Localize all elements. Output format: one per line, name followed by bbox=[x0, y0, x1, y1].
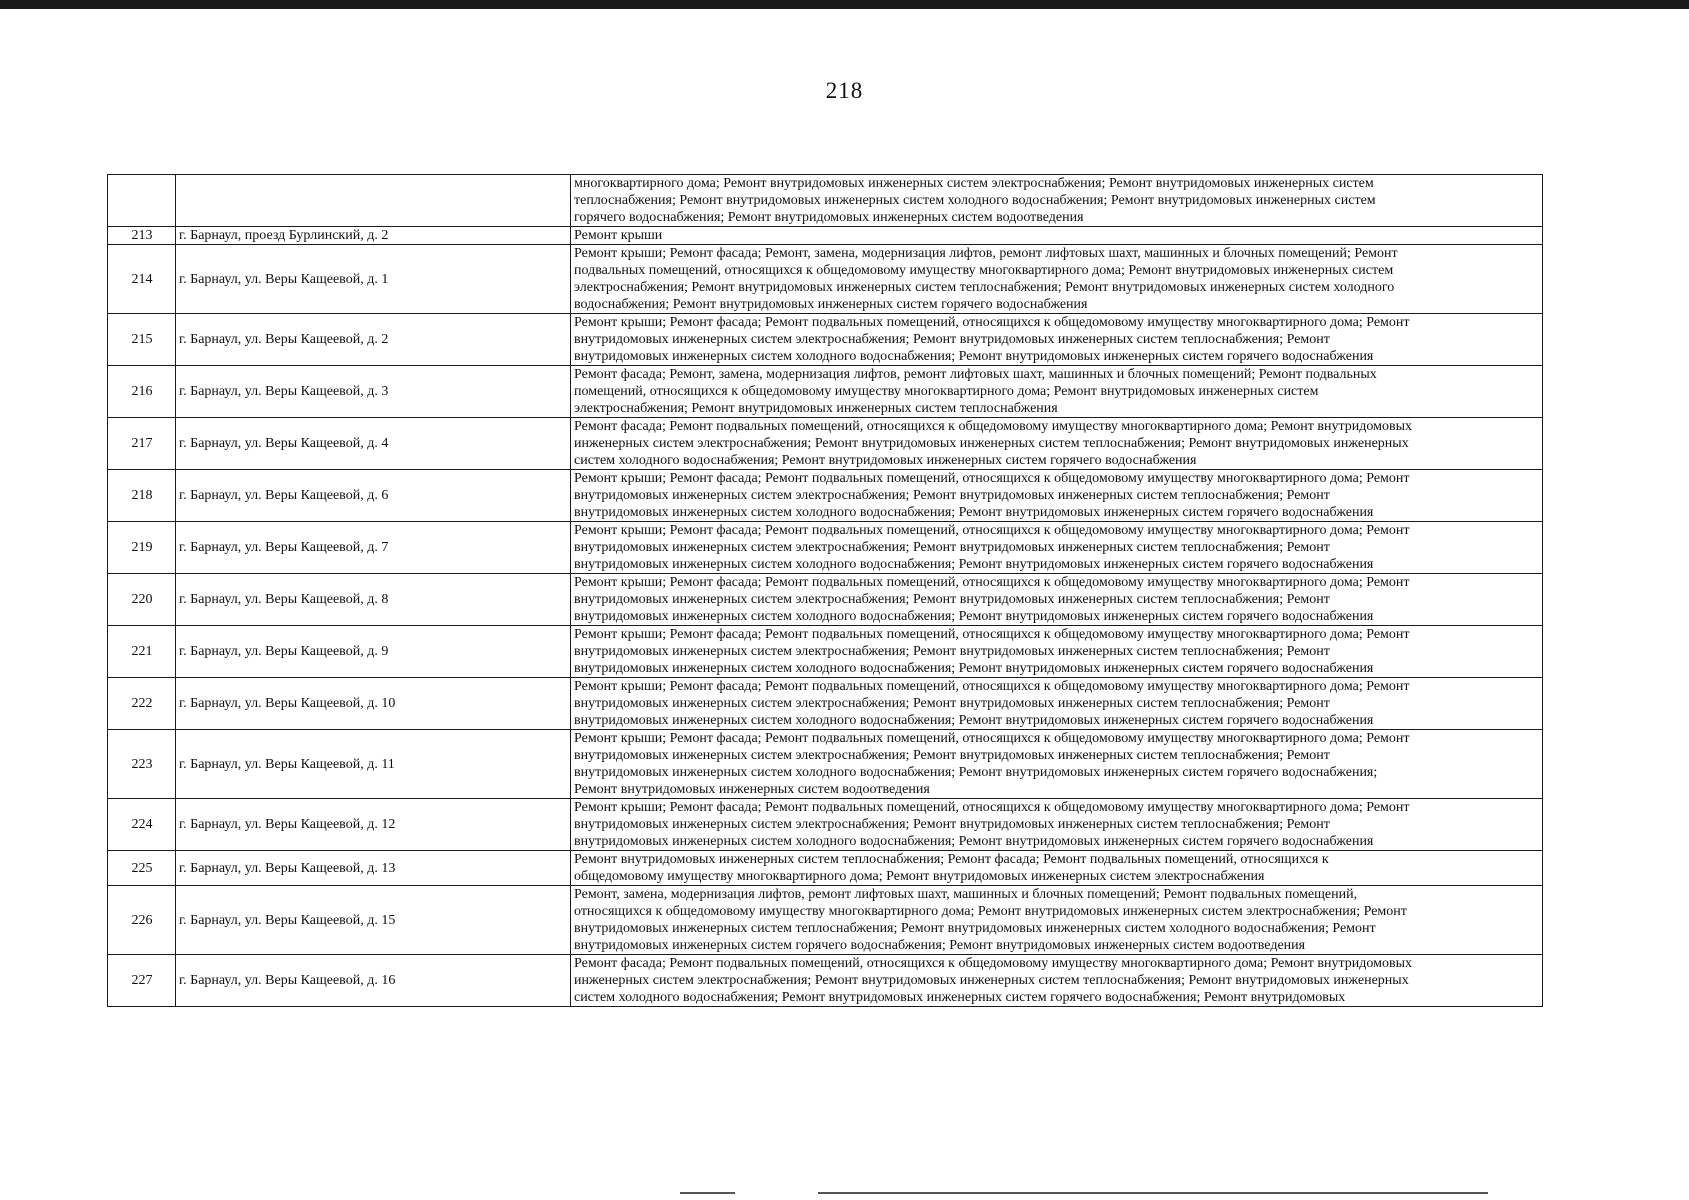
address-cell: г. Барнаул, ул. Веры Кащеевой, д. 1 bbox=[176, 245, 571, 314]
address-cell: г. Барнаул, ул. Веры Кащеевой, д. 9 bbox=[176, 626, 571, 678]
works-line: внутридомовых инженерных систем электроснабжения; Ремонт внутридомовых инженерных систем теплоснабжения; Ремонт bbox=[574, 540, 1330, 555]
works-line: систем холодного водоснабжения; Ремонт внутридомовых инженерных систем горячего водоснабжения; Ремонт внутридомовых bbox=[574, 990, 1346, 1005]
works-line: внутридомовых инженерных систем электроснабжения; Ремонт внутридомовых инженерных систем теплоснабжения; Ремонт bbox=[574, 332, 1330, 347]
address-cell: г. Барнаул, ул. Веры Кащеевой, д. 2 bbox=[176, 314, 571, 366]
works-line: Ремонт внутридомовых инженерных систем водоотведения bbox=[574, 782, 930, 797]
row-number-cell: 216 bbox=[108, 366, 176, 418]
works-cell bbox=[571, 886, 1543, 955]
table-row bbox=[108, 314, 1543, 366]
address-cell: г. Барнаул, ул. Веры Кащеевой, д. 3 bbox=[176, 366, 571, 418]
works-line: Ремонт фасада; Ремонт, замена, модернизация лифтов, ремонт лифтовых шахт, машинных и блочных помещений; Ремонт подвальных bbox=[574, 367, 1377, 382]
table-row bbox=[108, 678, 1543, 730]
footer-mark bbox=[680, 1192, 735, 1194]
works-line: внутридомовых инженерных систем теплоснабжения; Ремонт внутридомовых инженерных систем холодного водоснабжения; Ремонт bbox=[574, 921, 1376, 936]
row-number-cell: 215 bbox=[108, 314, 176, 366]
works-line: Ремонт фасада; Ремонт подвальных помещений, относящихся к общедомовому имуществу многоквартирного дома; Ремонт внутридомовых bbox=[574, 419, 1412, 434]
table-row bbox=[108, 418, 1543, 470]
row-number-cell: 227 bbox=[108, 955, 176, 1007]
address-cell: г. Барнаул, ул. Веры Кащеевой, д. 11 bbox=[176, 730, 571, 799]
row-number-cell: 220 bbox=[108, 574, 176, 626]
works-line: Ремонт внутридомовых инженерных систем теплоснабжения; Ремонт фасада; Ремонт подвальных помещений, относящихся к bbox=[574, 852, 1329, 867]
works-line: внутридомовых инженерных систем холодного водоснабжения; Ремонт внутридомовых инженерных систем горячего водоснабжения bbox=[574, 713, 1374, 728]
works-cell bbox=[571, 227, 1543, 245]
works-line: инженерных систем электроснабжения; Ремонт внутридомовых инженерных систем теплоснабжения; Ремонт внутридомовых инженерных bbox=[574, 973, 1409, 988]
table-row-continuation bbox=[108, 175, 1543, 227]
table-row bbox=[108, 626, 1543, 678]
address-cell: г. Барнаул, проезд Бурлинский, д. 2 bbox=[176, 227, 571, 245]
works-line: помещений, относящихся к общедомовому имуществу многоквартирного дома; Ремонт внутридомовых инженерных систем bbox=[574, 384, 1319, 399]
repair-works-table bbox=[107, 174, 1543, 1007]
works-line: многоквартирного дома; Ремонт внутридомовых инженерных систем электроснабжения; Ремонт внутридомовых инженерных систем bbox=[574, 176, 1374, 191]
address-cell: г. Барнаул, ул. Веры Кащеевой, д. 7 bbox=[176, 522, 571, 574]
works-line: внутридомовых инженерных систем электроснабжения; Ремонт внутридомовых инженерных систем теплоснабжения; Ремонт bbox=[574, 696, 1330, 711]
row-number-cell: 222 bbox=[108, 678, 176, 730]
works-cell bbox=[571, 314, 1543, 366]
footer-mark bbox=[818, 1192, 1488, 1194]
row-number-cell: 218 bbox=[108, 470, 176, 522]
works-line: водоснабжения; Ремонт внутридомовых инженерных систем горячего водоснабжения bbox=[574, 297, 1088, 312]
works-line: систем холодного водоснабжения; Ремонт внутридомовых инженерных систем горячего водоснабжения bbox=[574, 453, 1197, 468]
works-line: электроснабжения; Ремонт внутридомовых инженерных систем теплоснабжения; Ремонт внутридомовых инженерных систем холодного bbox=[574, 280, 1395, 295]
works-line: внутридомовых инженерных систем электроснабжения; Ремонт внутридомовых инженерных систем теплоснабжения; Ремонт bbox=[574, 644, 1330, 659]
works-cell bbox=[571, 574, 1543, 626]
works-line: Ремонт крыши; Ремонт фасада; Ремонт, замена, модернизация лифтов, ремонт лифтовых шахт, машинных и блочных помещений; Ремонт bbox=[574, 246, 1398, 261]
works-line: электроснабжения; Ремонт внутридомовых инженерных систем теплоснабжения bbox=[574, 401, 1058, 416]
address-cell: г. Барнаул, ул. Веры Кащеевой, д. 13 bbox=[176, 851, 571, 886]
works-line: подвальных помещений, относящихся к общедомовому имуществу многоквартирного дома; Ремонт внутридомовых инженерных систем bbox=[574, 263, 1394, 278]
row-number-cell: 217 bbox=[108, 418, 176, 470]
table-row bbox=[108, 799, 1543, 851]
address-cell: г. Барнаул, ул. Веры Кащеевой, д. 10 bbox=[176, 678, 571, 730]
works-line: Ремонт крыши; Ремонт фасада; Ремонт подвальных помещений, относящихся к общедомовому имуществу многоквартирного дома; Ремонт bbox=[574, 523, 1410, 538]
table-row bbox=[108, 522, 1543, 574]
works-line: Ремонт крыши bbox=[574, 228, 663, 243]
table-body bbox=[108, 175, 1543, 1007]
works-line: внутридомовых инженерных систем электроснабжения; Ремонт внутридомовых инженерных систем теплоснабжения; Ремонт bbox=[574, 748, 1330, 763]
address-cell: г. Барнаул, ул. Веры Кащеевой, д. 8 bbox=[176, 574, 571, 626]
works-line: теплоснабжения; Ремонт внутридомовых инженерных систем холодного водоснабжения; Ремонт внутридомовых инженерных систем bbox=[574, 193, 1376, 208]
works-line: относящихся к общедомовому имуществу многоквартирного дома; Ремонт внутридомовых инженерных систем электроснабжения; Ремонт bbox=[574, 904, 1407, 919]
works-cell bbox=[571, 799, 1543, 851]
works-line: Ремонт фасада; Ремонт подвальных помещений, относящихся к общедомовому имуществу многоквартирного дома; Ремонт внутридомовых bbox=[574, 956, 1412, 971]
table-row bbox=[108, 470, 1543, 522]
table-row bbox=[108, 886, 1543, 955]
works-line: внутридомовых инженерных систем холодного водоснабжения; Ремонт внутридомовых инженерных систем горячего водоснабжения; bbox=[574, 765, 1378, 780]
works-line: Ремонт крыши; Ремонт фасада; Ремонт подвальных помещений, относящихся к общедомовому имуществу многоквартирного дома; Ремонт bbox=[574, 575, 1410, 590]
works-cell bbox=[571, 955, 1543, 1007]
row-number-cell: 226 bbox=[108, 886, 176, 955]
works-cell bbox=[571, 522, 1543, 574]
row-number-cell: 225 bbox=[108, 851, 176, 886]
address-cell: г. Барнаул, ул. Веры Кащеевой, д. 16 bbox=[176, 955, 571, 1007]
works-line: инженерных систем электроснабжения; Ремонт внутридомовых инженерных систем теплоснабжения; Ремонт внутридомовых инженерных bbox=[574, 436, 1409, 451]
works-line: Ремонт крыши; Ремонт фасада; Ремонт подвальных помещений, относящихся к общедомовому имуществу многоквартирного дома; Ремонт bbox=[574, 731, 1410, 746]
works-line: общедомовому имуществу многоквартирного дома; Ремонт внутридомовых инженерных систем электроснабжения bbox=[574, 869, 1265, 884]
works-line: внутридомовых инженерных систем холодного водоснабжения; Ремонт внутридомовых инженерных систем горячего водоснабжения bbox=[574, 557, 1374, 572]
works-cell bbox=[571, 470, 1543, 522]
works-line: внутридомовых инженерных систем холодного водоснабжения; Ремонт внутридомовых инженерных систем горячего водоснабжения bbox=[574, 505, 1374, 520]
works-line: горячего водоснабжения; Ремонт внутридомовых инженерных систем водоотведения bbox=[574, 210, 1084, 225]
table-row bbox=[108, 955, 1543, 1007]
table-row bbox=[108, 574, 1543, 626]
works-line: внутридомовых инженерных систем холодного водоснабжения; Ремонт внутридомовых инженерных систем горячего водоснабжения bbox=[574, 661, 1374, 676]
row-number-cell: 214 bbox=[108, 245, 176, 314]
works-cell bbox=[571, 851, 1543, 886]
row-number-cell: 223 bbox=[108, 730, 176, 799]
row-number-cell: 224 bbox=[108, 799, 176, 851]
works-cell bbox=[571, 678, 1543, 730]
row-number-cell: 219 bbox=[108, 522, 176, 574]
works-line: Ремонт крыши; Ремонт фасада; Ремонт подвальных помещений, относящихся к общедомовому имуществу многоквартирного дома; Ремонт bbox=[574, 471, 1410, 486]
address-cell: г. Барнаул, ул. Веры Кащеевой, д. 4 bbox=[176, 418, 571, 470]
works-cell bbox=[571, 626, 1543, 678]
address-cell bbox=[176, 175, 571, 227]
works-cell bbox=[571, 730, 1543, 799]
table-row bbox=[108, 227, 1543, 245]
row-number-cell: 221 bbox=[108, 626, 176, 678]
works-line: Ремонт, замена, модернизация лифтов, ремонт лифтовых шахт, машинных и блочных помещений; Ремонт подвальных помещений, bbox=[574, 887, 1358, 902]
table-row bbox=[108, 730, 1543, 799]
works-line: внутридомовых инженерных систем электроснабжения; Ремонт внутридомовых инженерных систем теплоснабжения; Ремонт bbox=[574, 817, 1330, 832]
works-line: внутридомовых инженерных систем горячего водоснабжения; Ремонт внутридомовых инженерных систем водоотведения bbox=[574, 938, 1306, 953]
address-cell: г. Барнаул, ул. Веры Кащеевой, д. 6 bbox=[176, 470, 571, 522]
works-cell bbox=[571, 245, 1543, 314]
works-line: Ремонт крыши; Ремонт фасада; Ремонт подвальных помещений, относящихся к общедомовому имуществу многоквартирного дома; Ремонт bbox=[574, 800, 1410, 815]
row-number-cell: 213 bbox=[108, 227, 176, 245]
row-number-cell bbox=[108, 175, 176, 227]
works-line: Ремонт крыши; Ремонт фасада; Ремонт подвальных помещений, относящихся к общедомовому имуществу многоквартирного дома; Ремонт bbox=[574, 627, 1410, 642]
table-row bbox=[108, 245, 1543, 314]
works-line: внутридомовых инженерных систем холодного водоснабжения; Ремонт внутридомовых инженерных систем горячего водоснабжения bbox=[574, 834, 1374, 849]
address-cell: г. Барнаул, ул. Веры Кащеевой, д. 12 bbox=[176, 799, 571, 851]
top-scan-border bbox=[0, 0, 1689, 9]
page-number: 218 bbox=[825, 78, 864, 103]
works-line: внутридомовых инженерных систем холодного водоснабжения; Ремонт внутридомовых инженерных систем горячего водоснабжения bbox=[574, 349, 1374, 364]
address-cell: г. Барнаул, ул. Веры Кащеевой, д. 15 bbox=[176, 886, 571, 955]
works-line: внутридомовых инженерных систем холодного водоснабжения; Ремонт внутридомовых инженерных систем горячего водоснабжения bbox=[574, 609, 1374, 624]
table-row bbox=[108, 851, 1543, 886]
works-cell bbox=[571, 418, 1543, 470]
works-line: Ремонт крыши; Ремонт фасада; Ремонт подвальных помещений, относящихся к общедомовому имуществу многоквартирного дома; Ремонт bbox=[574, 679, 1410, 694]
works-line: Ремонт крыши; Ремонт фасада; Ремонт подвальных помещений, относящихся к общедомовому имуществу многоквартирного дома; Ремонт bbox=[574, 315, 1410, 330]
works-line: внутридомовых инженерных систем электроснабжения; Ремонт внутридомовых инженерных систем теплоснабжения; Ремонт bbox=[574, 592, 1330, 607]
works-line: внутридомовых инженерных систем электроснабжения; Ремонт внутридомовых инженерных систем теплоснабжения; Ремонт bbox=[574, 488, 1330, 503]
works-cell bbox=[571, 366, 1543, 418]
footer-scan-marks bbox=[680, 1192, 1500, 1195]
table-row bbox=[108, 366, 1543, 418]
works-cell bbox=[571, 175, 1543, 227]
